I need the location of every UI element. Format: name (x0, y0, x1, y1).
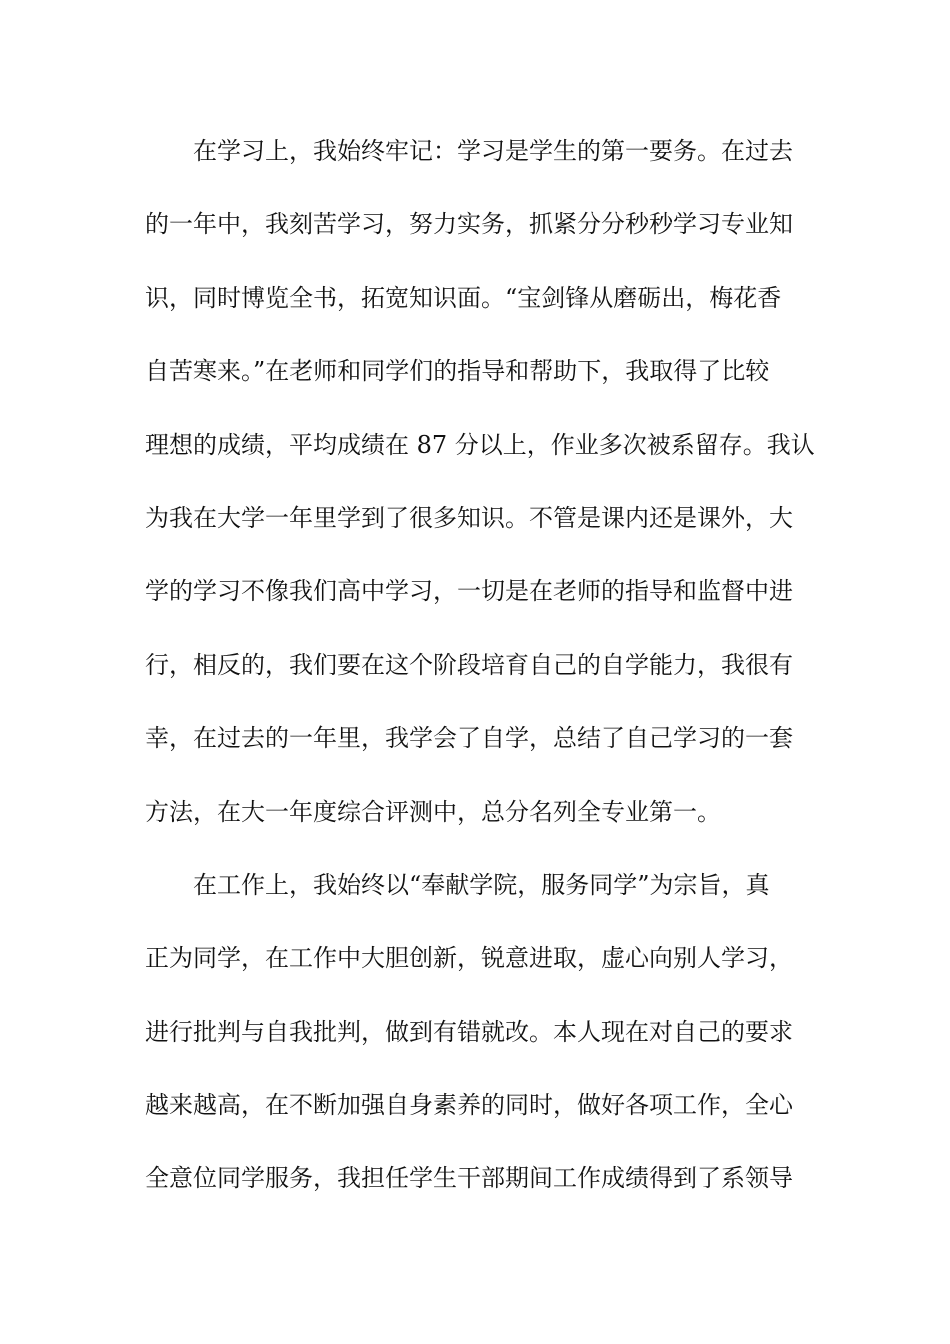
text-line: 学的学习不像我们高中学习，一切是在老师的指导和监督中进 (145, 577, 793, 606)
text-line: 行，相反的，我们要在这个阶段培育自己的自学能力，我很有 (145, 650, 793, 679)
paragraph-work (145, 862, 805, 1229)
document-body (145, 128, 815, 1229)
text-line: 的一年中，我刻苦学习，努力实务，抓紧分分秒秒学习专业知 (145, 210, 793, 239)
text-line: 进行批判与自我批判，做到有错就改。本人现在对自己的要求 (145, 1017, 793, 1046)
paragraph-study (145, 128, 815, 862)
text-line: 识，同时博览全书，拓宽知识面。“宝剑锋从磨砺出，梅花香 (145, 283, 782, 312)
text-line: 理想的成绩，平均成绩在 87 分以上，作业多次被系留存。我认 (145, 430, 815, 459)
text-line: 在学习上，我始终牢记：学习是学生的第一要务。在过去 (193, 137, 793, 165)
text-line: 自苦寒来。”在老师和同学们的指导和帮助下，我取得了比较 (145, 357, 770, 386)
text-line: 幸，在过去的一年里，我学会了自学，总结了自己学习的一套 (145, 724, 793, 753)
text-line: 正为同学，在工作中大胆创新，锐意进取，虚心向别人学习， (145, 944, 793, 973)
text-line: 为我在大学一年里学到了很多知识。不管是课内还是课外，大 (145, 503, 793, 532)
text-line: 全意位同学服务，我担任学生干部期间工作成绩得到了系领导 (145, 1164, 793, 1193)
text-line: 越来越高，在不断加强自身素养的同时，做好各项工作，全心 (145, 1091, 793, 1120)
text-line: 方法，在大一年度综合评测中，总分名列全专业第一。 (145, 797, 721, 826)
text-line: 在工作上，我始终以“奉献学院，服务同学”为宗旨，真 (193, 870, 770, 899)
